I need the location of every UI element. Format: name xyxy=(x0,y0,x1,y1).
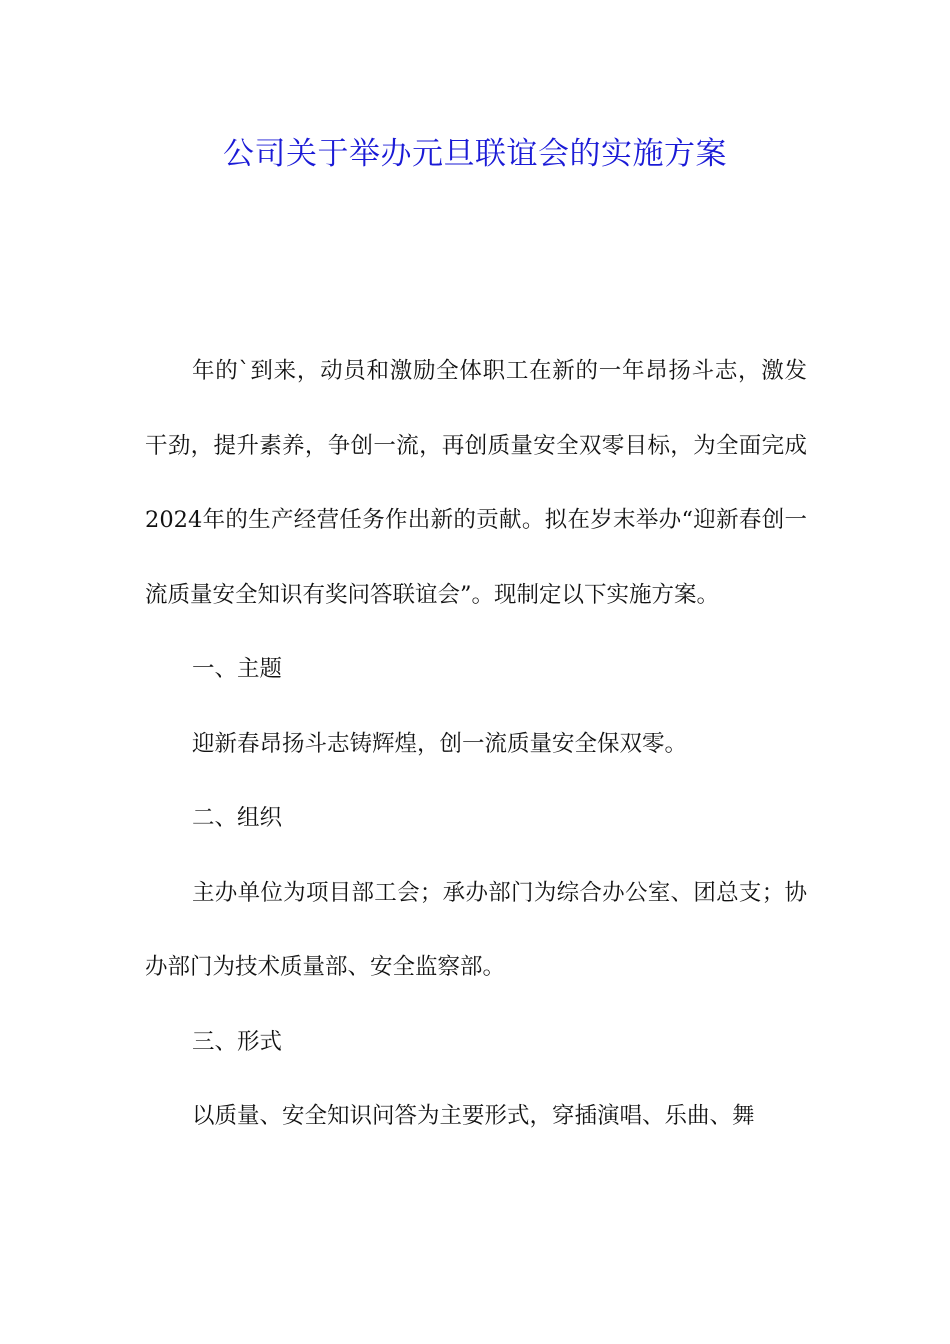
section-heading-organization: 二、组织 xyxy=(192,805,283,831)
format-paragraph: 以质量、安全知识问答为主要形式，穿插演唱、乐曲、舞 xyxy=(192,1103,755,1129)
theme-paragraph: 迎新春昂扬斗志铸辉煌，创一流质量安全保双零。 xyxy=(192,730,688,757)
intro-paragraph: 年的`到来，动员和激励全体职工在新的一年昂扬斗志，激发干劲，提升素养，争创一流，再创质量安全双零目标，为全面完成2024年的生产经营任务作出新的贡献。拟在岁末举办“迎新春创一流质量安全知识有奖问答联谊会”。现制定以下实施方案。 xyxy=(145,358,807,608)
section-heading-format: 三、形式 xyxy=(192,1028,283,1055)
organization-paragraph: 主办单位为项目部工会；承办部门为综合办公室、团总支；协办部门为技术质量部、安全监察部。 xyxy=(145,879,807,980)
document-title: 公司关于举办元旦联谊会的实施方案 xyxy=(223,136,727,172)
section-heading-theme: 一、主题 xyxy=(192,656,283,682)
document-body xyxy=(145,334,807,1154)
